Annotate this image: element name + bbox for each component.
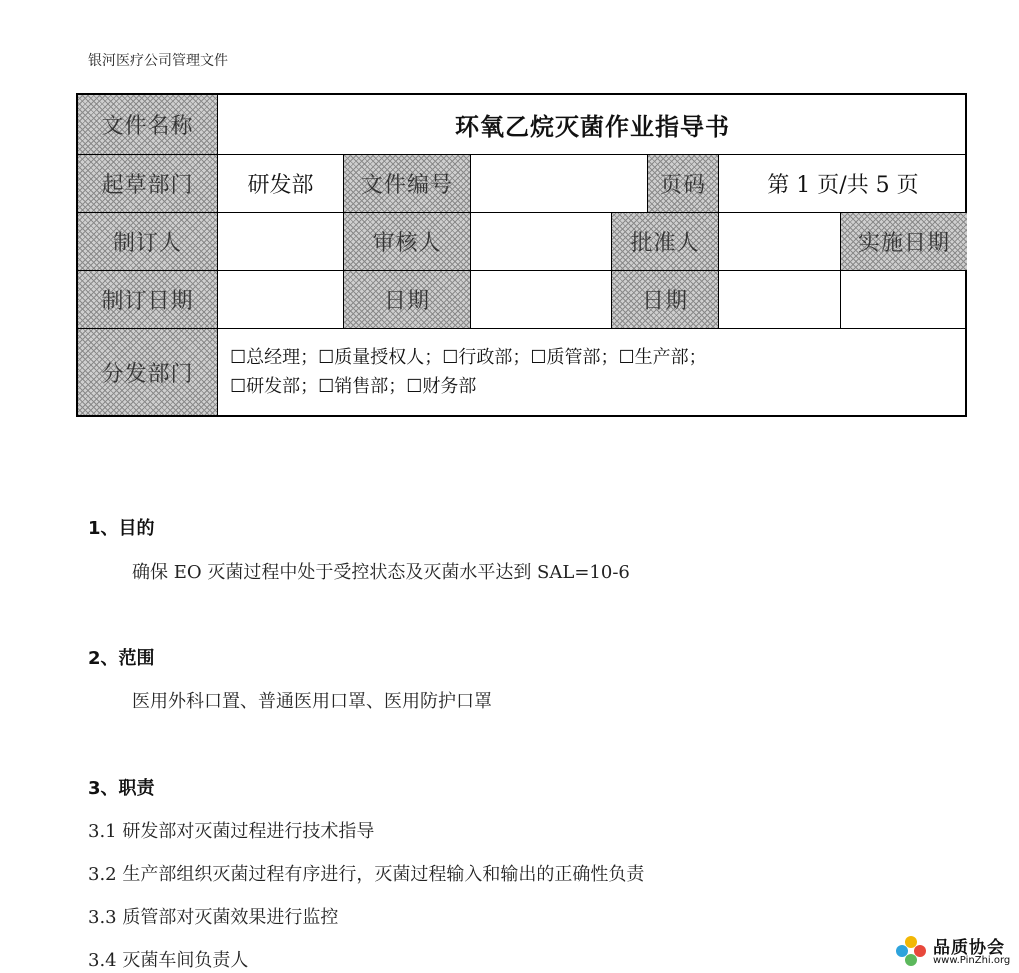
section-2-heading: 2、范围 [88, 648, 155, 669]
watermark [893, 933, 1015, 969]
label-effective-date: 实施日期 [841, 213, 967, 271]
document-title: 环氧乙烷灭菌作业指导书 [218, 95, 967, 155]
distribution-line-1: ☐总经理；☐质量授权人；☐行政部；☐质管部；☐生产部； [230, 347, 707, 368]
section-3-item: 3.2 生产部组织灭菌过程有序进行，灭菌过程输入和输出的正确性负责 [88, 864, 645, 885]
prep-date-value [218, 271, 344, 329]
flower-logo-icon [893, 933, 929, 969]
section-3-heading: 3、职责 [88, 778, 155, 799]
watermark-url: www.PinZhi.org [933, 955, 1011, 966]
review-date-value [471, 271, 612, 329]
draft-dept-value: 研发部 [218, 155, 344, 213]
label-review-date: 日期 [344, 271, 471, 329]
document-control-table [76, 93, 967, 417]
label-doc-no: 文件编号 [344, 155, 471, 213]
section-1-heading: 1、目的 [88, 518, 155, 539]
watermark-brand: 品质协会 [933, 938, 1005, 958]
label-approver: 批准人 [612, 213, 719, 271]
label-prep-date: 制订日期 [78, 271, 218, 329]
approve-date-value [719, 271, 841, 329]
label-distribution: 分发部门 [78, 329, 218, 415]
distribution-line-2: ☐研发部；☐销售部；☐财务部 [230, 376, 477, 397]
section-3-item: 3.1 研发部对灭菌过程进行技术指导 [88, 821, 375, 842]
effective-date-value [841, 271, 967, 329]
doc-no-value [471, 155, 647, 213]
page-info: 第 1 页/共 5 页 [719, 155, 967, 213]
label-approve-date: 日期 [612, 271, 719, 329]
company-document-header: 银河医疗公司管理文件 [88, 53, 228, 69]
label-preparer: 制订人 [78, 213, 218, 271]
approver-value [719, 213, 841, 271]
preparer-value [218, 213, 344, 271]
section-3-item: 3.3 质管部对灭菌效果进行监控 [88, 907, 339, 928]
section-2-text: 医用外科口置、普通医用口罩、医用防护口罩 [132, 691, 492, 712]
label-doc-name: 文件名称 [78, 95, 218, 155]
label-reviewer: 审核人 [344, 213, 471, 271]
label-page: 页码 [647, 155, 719, 213]
distribution-departments [218, 329, 967, 415]
reviewer-value [471, 213, 612, 271]
label-draft-dept: 起草部门 [78, 155, 218, 213]
section-1-text: 确保 EO 灭菌过程中处于受控状态及灭菌水平达到 SAL=10-6 [132, 562, 630, 583]
section-3-item: 3.4 灭菌车间负责人 [88, 950, 249, 971]
